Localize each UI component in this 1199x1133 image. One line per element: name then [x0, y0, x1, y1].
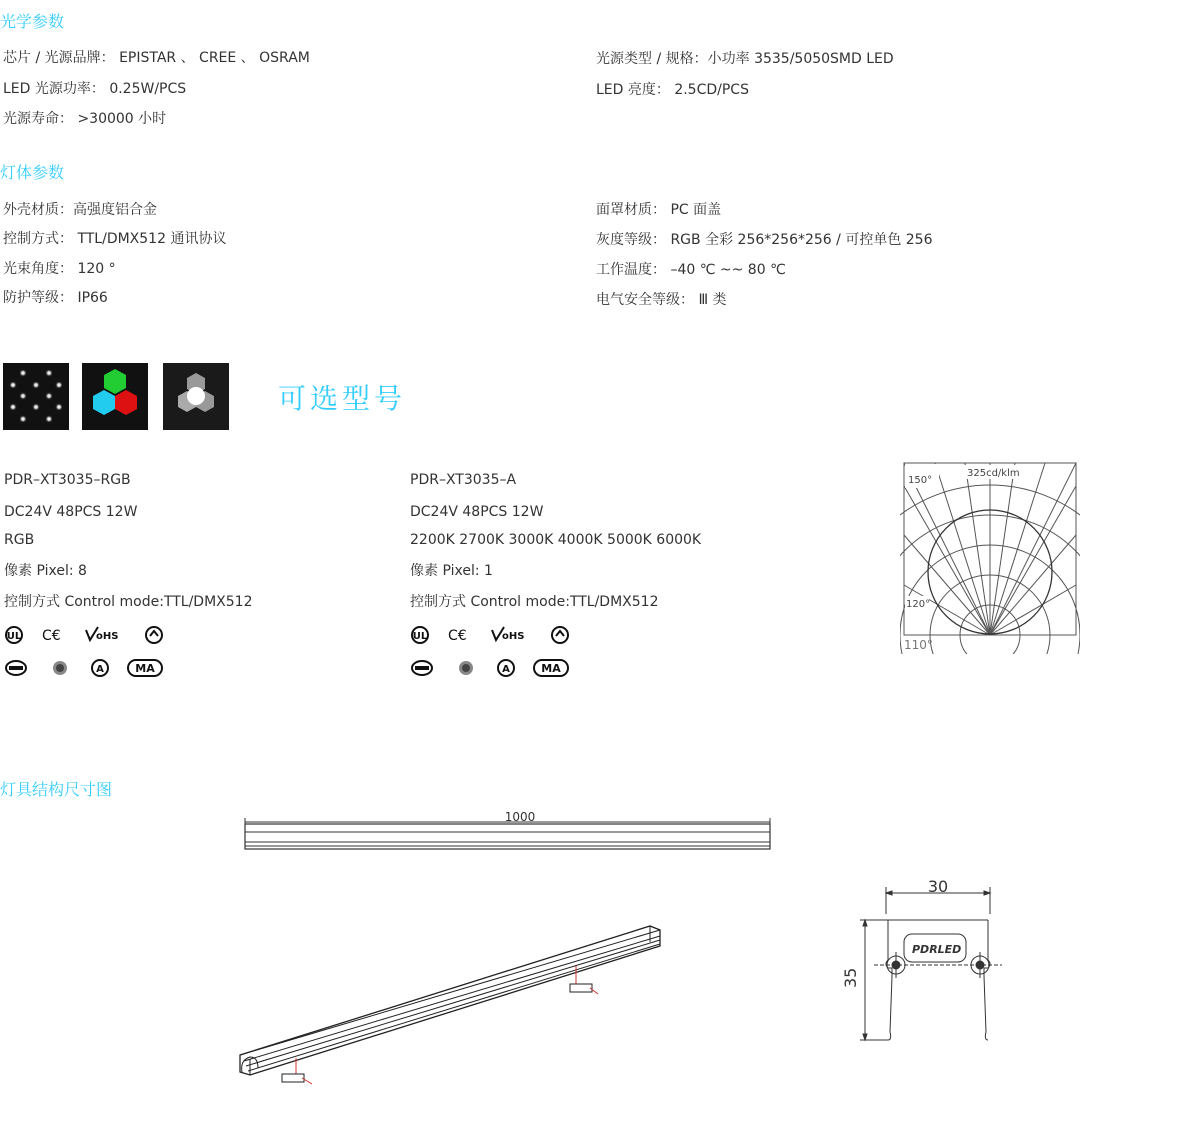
width-dimension: 30: [927, 877, 949, 896]
model-a-pixel: 像素 Pixel: 1: [410, 563, 493, 579]
spec-ip: 防护等级： IP66: [3, 290, 108, 306]
models-heading: 可选型号: [278, 382, 407, 415]
recycle-mark-icon: [552, 627, 568, 643]
recycle-mark-icon: [146, 627, 162, 643]
model-a-power: DC24V 48PCS 12W: [410, 504, 544, 520]
svg-text:A: A: [502, 664, 510, 675]
model-a-cct: 2200K 2700K 3000K 4000K 5000K 6000K: [410, 532, 702, 548]
svg-text:C€: C€: [448, 628, 467, 644]
svg-text:MA: MA: [135, 662, 155, 675]
spec-cover: 面罩材质： PC 面盖: [596, 202, 722, 218]
dimensions-section-title: 灯具结构尺寸图: [0, 780, 113, 799]
model-rgb-name: PDR–XT3035–RGB: [4, 472, 131, 488]
spec-grayscale: 灰度等级： RGB 全彩 256*256*256 / 可控单色 256: [596, 232, 933, 248]
white-hexagon-icon: [163, 363, 229, 430]
spec-brightness: LED 亮度： 2.5CD/PCS: [596, 82, 749, 98]
spec-electrical-class: 电气安全等级： Ⅲ 类: [596, 292, 727, 308]
polar-label-top: 325cd/klm: [967, 468, 1020, 479]
ul-mark-icon: [412, 627, 428, 643]
svg-text:A: A: [96, 664, 104, 675]
svg-text:C€: C€: [42, 628, 61, 644]
brand-logo-text: PDRLED: [912, 943, 962, 956]
cert-row-left-2: [4, 657, 174, 683]
spec-life: 光源寿命： >30000 小时: [3, 111, 167, 127]
height-dimension: 35: [841, 967, 860, 988]
spec-source-type: 光源类型 / 规格：小功率 3535/5050SMD LED: [596, 51, 894, 67]
model-rgb-control: 控制方式 Control mode:TTL/DMX512: [4, 594, 253, 610]
polar-label-120: 120°: [906, 599, 931, 610]
rohs-mark-icon: [86, 627, 118, 642]
model-rgb-color: RGB: [4, 532, 35, 548]
svg-text:oHS: oHS: [502, 631, 525, 642]
cross-section-drawing: [830, 872, 1010, 1047]
length-dimension: 1000: [504, 810, 536, 824]
cert-row-right-1: [410, 624, 580, 650]
globe-mark-icon: [459, 661, 473, 675]
ce-mark-icon: [448, 628, 467, 644]
svg-text:MA: MA: [541, 662, 561, 675]
cma-mark-icon: [534, 660, 568, 676]
spec-control: 控制方式： TTL/DMX512 通讯协议: [3, 231, 227, 247]
cert-row-right-2: [410, 657, 580, 683]
rohs-mark-icon: [492, 627, 524, 642]
polar-label-150: 150°: [908, 475, 933, 486]
body-section-title: 灯体参数: [0, 163, 65, 182]
svg-text:UL: UL: [6, 631, 22, 642]
svg-text:oHS: oHS: [96, 631, 119, 642]
spec-chip-brand: 芯片 / 光源品牌： EPISTAR 、 CREE 、 OSRAM: [3, 50, 310, 66]
model-rgb-power: DC24V 48PCS 12W: [4, 504, 138, 520]
model-rgb-pixel: 像素 Pixel: 8: [4, 563, 87, 579]
top-view-drawing: [240, 806, 775, 856]
globe-mark-icon: [53, 661, 67, 675]
polar-diagram: [900, 462, 1080, 654]
spec-temperature: 工作温度： –40 ℃ ~~ 80 ℃: [596, 262, 786, 278]
svg-text:UL: UL: [412, 631, 428, 642]
cert-row-left-1: [4, 624, 174, 650]
cnas-mark-icon: [6, 661, 26, 675]
polar-label-110: 110°: [904, 638, 933, 652]
ac-mark-icon: [92, 660, 108, 676]
optical-section-title: 光学参数: [0, 12, 65, 31]
spec-beam-angle: 光束角度： 120 °: [3, 261, 116, 277]
ul-mark-icon: [6, 627, 22, 643]
cnas-mark-icon: [412, 661, 432, 675]
model-a-name: PDR–XT3035–A: [410, 472, 517, 488]
model-a-control: 控制方式 Control mode:TTL/DMX512: [410, 594, 659, 610]
led-dots-icon: [3, 363, 69, 430]
ac-mark-icon: [498, 660, 514, 676]
rgb-hexagon-icon: [82, 363, 148, 430]
ce-mark-icon: [42, 628, 61, 644]
spec-housing: 外壳材质：高强度铝合金: [3, 202, 157, 218]
cma-mark-icon: [128, 660, 162, 676]
spec-led-power: LED 光源功率： 0.25W/PCS: [3, 81, 187, 97]
perspective-drawing: [232, 920, 672, 1095]
